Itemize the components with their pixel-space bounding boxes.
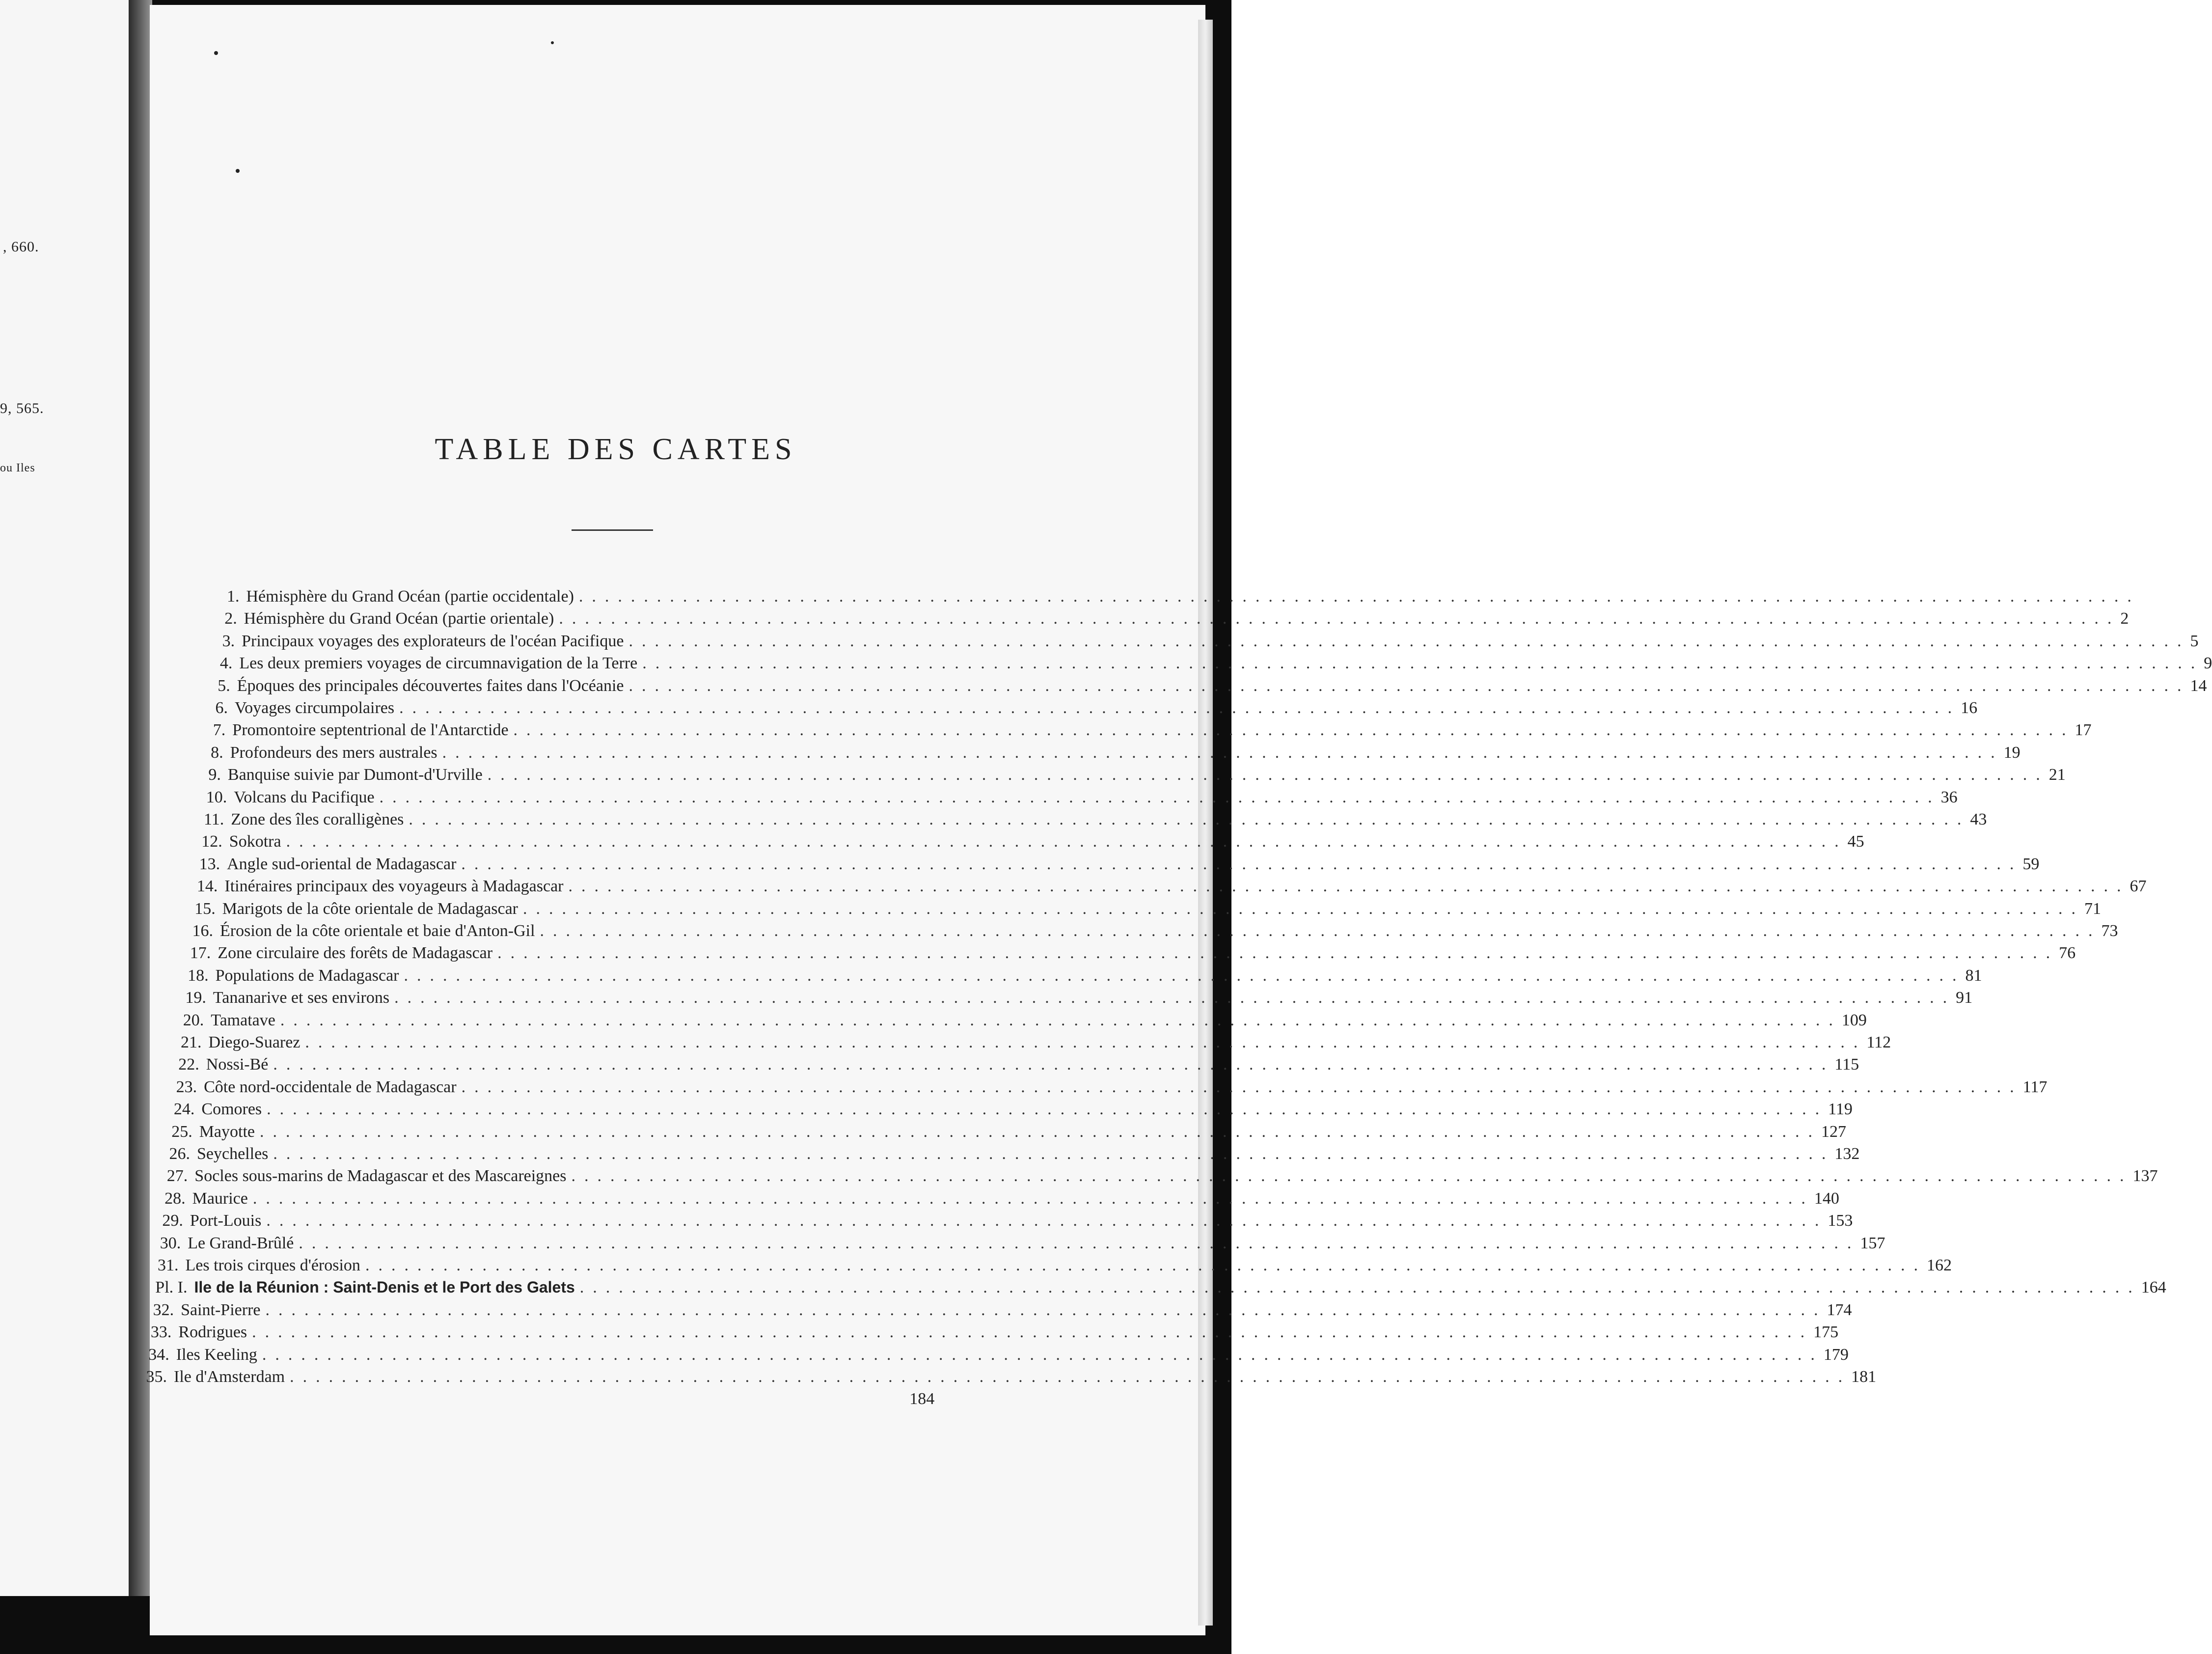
toc-row — [227, 587, 2140, 608]
toc-row — [188, 966, 1982, 987]
toc-number: 3. — [222, 632, 235, 650]
toc-label: Zone circulaire des forêts de Madagascar — [218, 944, 493, 963]
toc-number: 19. — [185, 989, 206, 1007]
toc-number: 24. — [173, 1100, 195, 1119]
toc-page-number: 184 — [909, 1390, 935, 1408]
toc-label: Ile d'Amsterdam — [174, 1368, 285, 1386]
toc-label: Promontoire septentrional de l'Antarctide — [232, 721, 509, 740]
toc-page-number: 157 — [1860, 1234, 1885, 1252]
dot-leader: ........................................................................................................................ — [487, 766, 2049, 784]
toc-row — [213, 721, 2092, 742]
toc-page-number: 91 — [1956, 989, 1973, 1007]
toc-row — [164, 1189, 1839, 1210]
toc-page-number: 127 — [1821, 1122, 1846, 1141]
toc-row — [224, 609, 2129, 630]
toc-label: Côte nord-occidentale de Madagascar — [204, 1077, 457, 1096]
toc-number: Pl. I. — [155, 1278, 188, 1297]
toc-number: 5. — [218, 676, 230, 695]
toc-page-number: 36 — [1940, 788, 1958, 806]
toc-number: 21. — [181, 1033, 202, 1051]
dot-leader: ........................................................................................................................ — [365, 1256, 1927, 1274]
speck — [214, 51, 218, 55]
toc-page-number: 179 — [1823, 1345, 1849, 1364]
dot-leader: ........................................................................................................................ — [559, 609, 2121, 628]
dot-leader: ........................................................................................................................ — [442, 743, 2004, 762]
toc-label: Les deux premiers voyages de circumnavigation de la Terre — [239, 654, 638, 673]
toc-label: Hémisphère du Grand Océan (partie orientale) — [244, 609, 554, 628]
toc-row — [206, 788, 1958, 809]
toc-page-number: 17 — [2075, 721, 2092, 740]
margin-fragment: , 660. — [3, 239, 39, 255]
toc-label: Diego-Suarez — [208, 1033, 300, 1051]
toc-page-number: 137 — [2132, 1167, 2158, 1185]
toc-label: Socles sous-marins de Madagascar et des Mascareignes — [194, 1167, 567, 1185]
toc-number: 17. — [190, 944, 211, 963]
toc-row — [176, 1077, 2048, 1099]
toc-page-number: 76 — [2059, 944, 2076, 963]
toc-number: 26. — [169, 1145, 190, 1163]
toc-number: 2. — [224, 609, 237, 628]
dot-leader: ........................................................................................................................ — [267, 1100, 1829, 1119]
toc-number: 20. — [183, 1011, 204, 1029]
dot-leader: ........................................................................................................................ — [286, 832, 1848, 851]
dot-leader: ........................................................................................................................ — [628, 632, 2190, 650]
toc-label: Sokotra — [229, 832, 281, 851]
toc-label: Zone des îles coralligènes — [231, 810, 404, 828]
dot-leader: ........................................................................................................................ — [461, 1077, 2023, 1096]
dot-leader: ........................................................................................................................ — [461, 855, 2023, 873]
toc-row — [201, 832, 1864, 853]
toc-row — [222, 632, 2199, 653]
dot-leader: ........................................................................................................................ — [252, 1323, 1814, 1342]
toc-row — [183, 1011, 1867, 1032]
toc-number: 14. — [196, 877, 218, 896]
left-page — [0, 0, 129, 1596]
toc-page-number: 132 — [1834, 1145, 1860, 1163]
toc-page-number: 19 — [2003, 743, 2021, 762]
toc-page-number: 140 — [1814, 1189, 1839, 1208]
toc-number: 32. — [153, 1300, 174, 1319]
toc-row — [219, 654, 2212, 675]
dot-leader: ........................................................................................................................ — [628, 676, 2190, 695]
toc-row — [215, 699, 1978, 719]
dot-leader: ........................................................................................................................ — [299, 1234, 1860, 1252]
toc-row — [218, 676, 2207, 697]
dot-leader: ........................................................................................................................ — [579, 1278, 2141, 1297]
toc-page-number: 109 — [1841, 1011, 1867, 1029]
toc-row — [204, 810, 1987, 831]
toc-label: Comores — [201, 1100, 262, 1119]
toc-page-number: 115 — [1834, 1055, 1859, 1074]
toc-label: Iles Keeling — [176, 1345, 257, 1364]
toc-label: Marigots de la côte orientale de Madagascar — [222, 899, 518, 918]
toc-page-number: 14 — [2190, 676, 2207, 695]
toc-number: 9. — [208, 766, 221, 784]
dot-leader: ........................................................................................................................ — [571, 1167, 2133, 1185]
margin-fragment: 9, 565. — [0, 400, 44, 416]
toc-row — [199, 855, 2040, 876]
dot-leader: ........................................................................................................................ — [540, 922, 2102, 940]
dot-leader: ........................................................................................................................ — [379, 788, 1941, 806]
toc-row — [173, 1100, 1853, 1121]
dot-leader: ........................................................................................................................ — [409, 810, 1970, 828]
toc-row — [178, 1055, 1859, 1076]
dot-leader: ........................................................................................................................ — [290, 1368, 1852, 1386]
dot-leader: ........................................................................................................................ — [497, 944, 2059, 963]
toc-number: 35. — [146, 1368, 167, 1386]
toc-number: 30. — [160, 1234, 181, 1252]
toc-page-number: 175 — [1813, 1323, 1839, 1342]
toc-page-number: 21 — [2048, 766, 2066, 784]
toc-number: 7. — [213, 721, 226, 740]
toc-row — [196, 877, 2147, 898]
dot-leader: ........................................................................................................................ — [399, 699, 1961, 717]
toc-number: 18. — [188, 966, 209, 985]
toc-number: 13. — [199, 855, 220, 873]
dot-leader: ........................................................................................................................ — [273, 1055, 1835, 1074]
toc-page-number: 5 — [2190, 632, 2199, 650]
toc-number: 1. — [227, 587, 240, 606]
toc-number: 8. — [211, 743, 223, 762]
toc-page-number: 174 — [1827, 1300, 1852, 1319]
toc-row — [181, 1033, 1891, 1054]
toc-label: Mayotte — [199, 1122, 255, 1141]
toc-number: 29. — [162, 1212, 183, 1230]
toc-page-number: 162 — [1926, 1256, 1952, 1274]
title-rule — [572, 529, 653, 531]
toc-row — [146, 1368, 1877, 1388]
toc-label: Banquise suivie par Dumont-d'Urville — [227, 766, 483, 784]
toc-page-number: 2 — [2120, 609, 2129, 628]
toc-number: 28. — [164, 1189, 186, 1208]
toc-row — [166, 1167, 2158, 1187]
toc-row — [190, 944, 2076, 965]
toc-label: Itinéraires principaux des voyageurs à Madagascar — [224, 877, 564, 896]
page-title: TABLE DES CARTES — [435, 433, 797, 466]
toc-page-number: 16 — [1961, 699, 1978, 717]
toc-page-number: 9 — [2204, 654, 2212, 673]
toc-number: 33. — [150, 1323, 172, 1342]
toc-row — [153, 1300, 1852, 1322]
toc-page-number: 45 — [1847, 832, 1864, 851]
toc-label: Maurice — [192, 1189, 248, 1208]
toc-row — [192, 922, 2118, 942]
dot-leader: ........................................................................................................................ — [260, 1122, 1821, 1141]
toc-label: Principaux voyages des explorateurs de l'océan Pacifique — [242, 632, 624, 650]
toc-label: Les trois cirques d'érosion — [185, 1256, 360, 1274]
toc-label: Rodrigues — [178, 1323, 247, 1342]
dot-leader: ........................................................................................................................ — [280, 1011, 1842, 1029]
toc-label: Hémisphère du Grand Océan (partie occidentale) — [246, 587, 574, 606]
toc-row — [211, 743, 2021, 764]
toc-row — [194, 899, 2101, 920]
toc-number: 15. — [194, 899, 216, 918]
toc-page-number: 119 — [1828, 1100, 1853, 1119]
toc-row — [171, 1122, 1846, 1143]
toc-row — [169, 1145, 1860, 1165]
toc-page-number: 117 — [2022, 1077, 2048, 1096]
toc-label: Volcans du Pacifique — [234, 788, 375, 806]
toc-number: 6. — [215, 699, 228, 717]
speck — [236, 169, 240, 173]
toc-row — [185, 989, 1973, 1009]
toc-number: 34. — [148, 1345, 169, 1364]
margin-fragment: ou Iles — [0, 462, 35, 474]
toc-row — [148, 1345, 1849, 1366]
toc-page-number: 73 — [2101, 922, 2118, 940]
toc-number: 23. — [176, 1077, 197, 1096]
toc-row — [158, 1256, 1952, 1277]
dot-leader: ........................................................................................................................ — [273, 1145, 1835, 1163]
toc-number: 4. — [219, 654, 233, 673]
toc-row — [162, 1212, 1853, 1232]
toc-label: Populations de Madagascar — [215, 966, 399, 985]
toc-label: Voyages circumpolaires — [235, 699, 395, 717]
toc-label: Ile de la Réunion : Saint-Denis et le Port des Galets — [194, 1278, 575, 1296]
toc-number: 12. — [201, 832, 222, 851]
toc-row — [160, 1234, 1885, 1255]
toc-page-number: 181 — [1851, 1368, 1877, 1386]
toc-number: 31. — [158, 1256, 179, 1274]
toc-number: 25. — [171, 1122, 192, 1141]
toc-row — [150, 1323, 1839, 1344]
toc-page-number: 43 — [1970, 810, 1987, 828]
toc-page-number: 112 — [1866, 1033, 1891, 1051]
toc-label: Érosion de la côte orientale et baie d'Anton-Gil — [220, 922, 535, 940]
toc-label: Nossi-Bé — [206, 1055, 269, 1074]
dot-leader: ........................................................................................................................ — [394, 989, 1956, 1007]
toc-number: 27. — [166, 1167, 188, 1185]
toc-label: Saint-Pierre — [181, 1300, 261, 1319]
toc-label: Port-Louis — [190, 1212, 262, 1230]
dot-leader: ........................................................................................................................ — [642, 654, 2204, 673]
toc-page-number: 81 — [1965, 966, 1982, 985]
toc-page-number: 71 — [2084, 899, 2101, 918]
toc-row — [155, 1278, 2166, 1299]
speck — [551, 41, 554, 44]
dot-leader: ........................................................................................................................ — [513, 721, 2075, 740]
toc-page-number: 153 — [1828, 1212, 1853, 1230]
dot-leader: ........................................................................................................................ — [305, 1033, 1867, 1051]
dot-leader: ........................................................................................................................ — [252, 1189, 1814, 1208]
dot-leader: ........................................................................................................................ — [568, 877, 2130, 896]
toc-page-number: 59 — [2022, 855, 2040, 873]
toc-label: Seychelles — [197, 1145, 269, 1163]
toc-label: Profondeurs des mers australes — [230, 743, 437, 762]
dot-leader: ........................................................................................................................ — [266, 1212, 1828, 1230]
dot-leader: ........................................................................................................................ — [522, 899, 2084, 918]
toc-label: Angle sud-oriental de Madagascar — [227, 855, 457, 873]
dot-leader: ........................................................................................................................ — [404, 966, 1966, 985]
toc-label: Tamatave — [211, 1011, 275, 1029]
toc-label: Époques des principales découvertes faites dans l'Océanie — [237, 676, 624, 695]
toc-page-number: 164 — [2141, 1278, 2166, 1297]
toc-label: Le Grand-Brûlé — [188, 1234, 294, 1252]
toc-number: 16. — [192, 922, 213, 940]
toc-number: 11. — [204, 810, 224, 828]
toc-number: 22. — [178, 1055, 199, 1074]
toc-number: 10. — [206, 788, 227, 806]
toc-label: Tananarive et ses environs — [213, 989, 390, 1007]
dot-leader: ........................................................................................................................ — [578, 587, 2140, 606]
dot-leader: ........................................................................................................................ — [262, 1345, 1824, 1364]
toc-row — [144, 1390, 934, 1410]
toc-page-number: 67 — [2130, 877, 2147, 896]
toc-row — [208, 766, 2066, 786]
dot-leader: ........................................................................................................................ — [265, 1300, 1827, 1319]
